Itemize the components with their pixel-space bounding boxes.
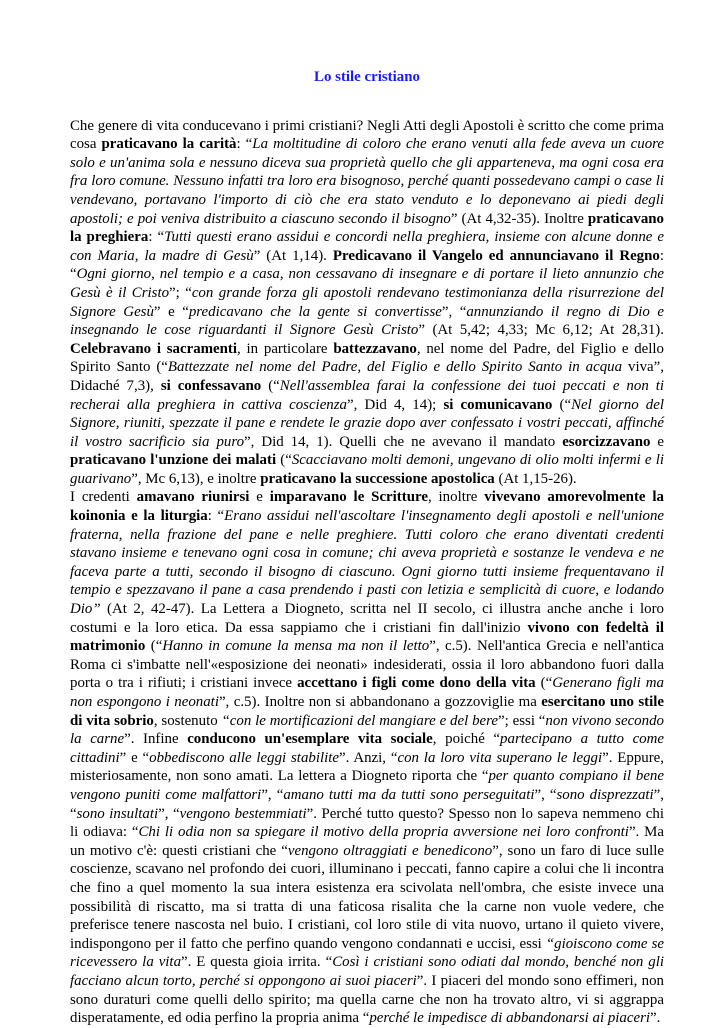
text-run: ”, Did 14, 1). Quelli che ne avevano il mandato	[244, 433, 563, 450]
text-run: ”. Ma un motivo c'è: questi cristiani che “	[70, 824, 664, 859]
bold-phrase: esorcizzavano	[562, 433, 651, 450]
bold-phrase: amavano riunirsi	[136, 489, 250, 506]
text-run: : “	[70, 247, 664, 283]
text-run: ” (At 4,32-35). Inoltre	[450, 210, 588, 227]
document-body	[70, 117, 664, 1028]
italic-quote: amano tutti ma da tutti sono perseguitati	[283, 786, 535, 803]
text-run: ”; essi “	[498, 712, 546, 729]
italic-quote: partecipano a tutto come cittadini	[70, 731, 664, 766]
paragraph-1	[70, 117, 664, 489]
italic-quote: “gioiscono come se ricevessero la vita	[70, 935, 664, 971]
text-run: , in particolare	[237, 340, 334, 357]
text-run: ”. Infine	[124, 731, 188, 748]
bold-phrase: si confessavano	[160, 377, 262, 394]
italic-quote: Ogni giorno, nel tempio e a casa, non cessavano di insegnare e di portare il lieto annunzio che Gesù è il Cristo	[70, 266, 664, 301]
italic-quote: Battezzate nel nome del Padre, del Figlio e dello Spirito Santo in acqua	[167, 359, 623, 376]
text-run: ”. Anzi, “	[339, 749, 398, 766]
text-run: ”, Did 4, 14);	[347, 396, 444, 413]
italic-quote: vengono bestemmiati	[179, 805, 307, 822]
text-run: ”. I piaceri del mondo sono effimeri, non sono duraturi come quelli dello spirito; ma quella carne che non ha trovato altro, vi si aggrappa disperatamente, ed odia perfino la propria anima “	[70, 972, 664, 1027]
text-run: ” (At 1,14).	[253, 247, 333, 264]
bold-phrase: praticavano l'unzione dei malati	[70, 452, 277, 469]
text-run: ”. E questa gioia irrita. “	[181, 954, 333, 971]
text-run: ”, sono un faro di luce sulle coscienze, scavano nel profondo dei cuori, illuminano i peccati, fanno capire a colui che li incontra che fino a quel momento la sua intera esistenza era scivolata nell'ombra, che esiste invece una possibilità di riscatto, ma si tratta di una faticosa risalita che la carne non vuole vedere, che preferisce tenere nascosta nel buio. I cristiani, col loro stile di vita nuovo, urtano il quieto vivere, indispongono per il fatto che perfino quando vengono condannati e uccisi, essi	[70, 842, 664, 952]
text-run: ”, c.5). Inoltre non si abbandonano a gozzoviglie ma	[218, 694, 542, 710]
text-run: e	[650, 433, 664, 450]
italic-quote: La moltitudine di coloro che erano venuti alla fede aveva un cuore solo e un'anima sola e nessuno diceva sua proprietà quello che gli apparteneva, ma ogni cosa era fra loro comune. Nessuno infatti tra loro era bisognoso, perché quanti possedevano campi o case li vendevano, portavano l'importo di ciò che era stato venduto e lo deponevano ai piedi degli apostoli; e poi veniva distribuito a ciascuno secondo il bisogno	[70, 136, 664, 227]
italic-quote: annunziando il regno di Dio e insegnando le cose riguardanti il Signore Gesù Cristo	[70, 303, 664, 339]
italic-quote: con grande forza gli apostoli rendevano testimonianza della risurrezione del Signore Gesù	[70, 284, 664, 320]
italic-quote: perché le impedisce di abbandonarsi ai piaceri	[369, 1010, 651, 1027]
text-run: ”, “	[534, 786, 557, 803]
italic-quote: sono disprezzati	[556, 786, 654, 803]
text-run: ”. Eppure, misteriosamente, non sono amati. La lettera a Diogneto riporta che “	[70, 749, 664, 785]
paragraph-2	[70, 488, 664, 1027]
text-run: (“	[261, 377, 280, 394]
text-run: ” (At 5,42; 4,33; Mc 6,12; At 28,31).	[418, 322, 664, 339]
text-run: ”; “	[169, 284, 192, 301]
bold-phrase: praticavano la successione apostolica	[260, 470, 495, 487]
text-run: ”. Perché tutto questo? Spesso non lo sapeva nemmeno chi li odiava: “	[70, 805, 664, 841]
italic-quote: vengono oltraggiati e benedicono	[287, 842, 493, 859]
bold-phrase: accettano i figli come dono della vita	[297, 675, 536, 692]
document-title: Lo stile cristiano	[314, 69, 420, 85]
bold-phrase: esercitano uno stile di vita sobrio	[70, 694, 664, 729]
text-run: (“	[552, 396, 572, 413]
text-run: Che genere di vita conducevano i primi cristiani? Negli Atti degli Apostoli è scritto che come prima cosa	[70, 117, 664, 153]
bold-phrase: battezzavano	[333, 340, 417, 357]
italic-quote: Nel giorno del Signore, riuniti, spezzate il pane e rendete le grazie dopo aver confessato i vostri peccati, affinché il vostro sacrificio sia puro	[70, 396, 665, 450]
text-run: : “	[236, 136, 253, 153]
text-run: (“	[276, 452, 292, 469]
italic-quote: per quanto compiano il bene vengono puniti come malfattori	[70, 768, 664, 803]
bold-phrase: praticavano la preghiera	[70, 210, 664, 246]
text-run: , sostenuto	[153, 712, 222, 729]
text-run: I credenti	[70, 489, 137, 506]
bold-phrase: praticavano la carità	[101, 136, 237, 153]
bold-phrase: Celebravano i sacramenti	[70, 340, 238, 357]
italic-quote: obbediscono alle leggi stabilite	[149, 749, 339, 766]
bold-phrase: vivevano amorevolmente la koinonia e la liturgia	[70, 489, 664, 525]
text-run: : “	[207, 508, 225, 525]
italic-quote: Chi li odia non sa spiegare il motivo della propria avversione nei loro confronti	[138, 824, 629, 841]
italic-quote: “con le mortificazioni del mangiare e del bere	[221, 712, 499, 729]
text-run: ”, c.5). Nell'antica Grecia e nell'antica Roma ci s'imbatte nell'«esposizione dei neonati» indesiderati, ossia il loro abbandono fuori dalla porta o tra i rifiuti; i cristiani invece	[70, 638, 664, 692]
italic-quote: non vivono secondo la carne	[70, 712, 664, 748]
text-run: , inoltre	[427, 489, 485, 506]
text-run: (“	[145, 638, 163, 655]
italic-quote: Nell'assemblea farai la confessione dei tuoi peccati e non ti recherai alla preghiera in cattiva coscienza	[70, 377, 664, 413]
italic-quote: sono insultati	[76, 805, 159, 822]
bold-phrase: conducono un'esemplare vita sociale	[187, 731, 433, 748]
text-run: (At 1,15-26).	[494, 470, 577, 487]
text-run: (At 2, 42-47). La Lettera a Diogneto, scritta nel II secolo, ci illustra anche anche i loro costumi e la loro etica. Da essa sappiamo che i cristiani fin dall'inizio	[70, 601, 664, 636]
italic-quote: Così i cristiani sono odiati dal mondo, benché non gli facciano alcun torto, perché si oppongono ai suoi piaceri	[70, 954, 664, 989]
text-run: : “	[148, 229, 165, 246]
text-run: ” e “	[153, 303, 189, 320]
bold-phrase: si comunicavano	[443, 396, 553, 413]
text-run: ”, Mc 6,13), e inoltre	[131, 470, 261, 487]
text-run: ”.	[650, 1010, 661, 1027]
text-run: e	[249, 489, 270, 506]
text-run: ”, “	[70, 786, 665, 822]
text-run: , nel nome del Padre, del Figlio e dello Spirito Santo (“	[70, 340, 664, 376]
text-run: viva”, Didaché 7,3),	[70, 359, 664, 394]
italic-quote: Tutti questi erano assidui e concordi nella preghiera, insieme con alcune donne e con Maria, la madre di Gesù	[70, 229, 664, 264]
bold-phrase: Predicavano il Vangelo ed annunciavano il Regno	[332, 247, 660, 264]
text-run: ”, “	[158, 805, 180, 822]
italic-quote: con la loro vita superano le leggi	[397, 749, 603, 766]
text-run: ”, “	[441, 303, 467, 320]
bold-phrase: vivono con fedeltà il matrimonio	[70, 619, 664, 655]
document-page	[70, 0, 664, 1028]
text-run: , poiché “	[432, 731, 501, 748]
text-run: ” e “	[119, 749, 150, 766]
italic-quote: Hanno in comune la mensa ma non il letto	[162, 638, 430, 655]
bold-phrase: imparavano le Scritture	[269, 489, 428, 506]
italic-quote: predicavano che la gente si convertisse	[188, 303, 442, 320]
text-run: ”, “	[261, 786, 284, 803]
italic-quote: Generano figli ma non espongono i neonati	[70, 675, 665, 710]
italic-quote: Scacciavano molti demoni, ungevano di olio molti infermi e li guarivano	[70, 452, 664, 487]
italic-quote: Erano assidui nell'ascoltare l'insegnamento degli apostoli e nell'unione fraterna, nella frazione del pane e nelle preghiere. Tutti coloro che erano diventati credenti stavano insieme e tenevano ogni cosa in comune; chi aveva proprietà e sostanze le vendeva e ne faceva parte a tutti, secondo il bisogno di ciascuno. Ogni giorno tutti insieme frequentavano il tempio e spezzavano il pane a casa prendendo i pasti con letizia e semplicità di cuore, e lodando Dio”	[70, 508, 664, 618]
text-run: (“	[535, 675, 553, 692]
